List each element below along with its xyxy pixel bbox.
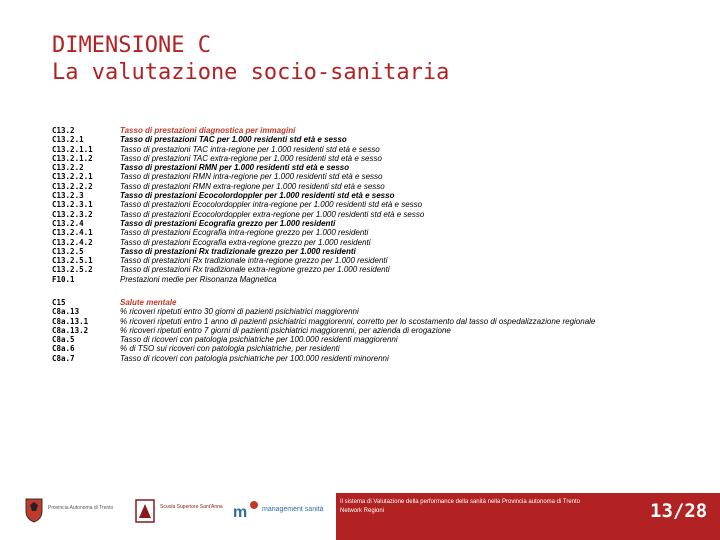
provincia-logo-text: Provincia Autonoma di Trento xyxy=(48,505,114,511)
indicator-code: C13.2.2 xyxy=(52,163,84,173)
indicator-row xyxy=(52,126,424,135)
indicator-code: C13.2.1.2 xyxy=(52,153,93,163)
indicator-code: F10.1 xyxy=(52,274,75,284)
indicator-code: C8a.13.1 xyxy=(52,316,89,326)
emblem-icon xyxy=(134,498,156,524)
indicator-row xyxy=(52,275,424,284)
indicator-description: Tasso di ricoveri con patologia psichiatriche per 100.000 residenti minorenni xyxy=(120,353,389,363)
indicator-description: Salute mentale xyxy=(120,298,177,307)
indicator-code: C13.2.5.2 xyxy=(52,265,93,275)
indicator-row xyxy=(52,154,424,163)
indicator-row xyxy=(52,317,595,326)
indicator-code: C13.2.5.1 xyxy=(52,256,93,266)
title-line-2: La valutazione socio-sanitaria xyxy=(52,60,450,85)
indicator-description: Tasso di prestazioni Ecografia grezzo per 1.000 residenti xyxy=(120,218,336,228)
santanna-logo xyxy=(134,498,224,526)
indicator-description: Tasso di prestazioni TAC intra-regione per 1.000 residenti std età e sesso xyxy=(120,144,380,154)
footer-band-line-2: Network Regioni xyxy=(340,508,385,514)
indicator-description: % ricoveri ripetuti entro 30 giorni di pazienti psichiatrici maggiorenni xyxy=(120,307,359,317)
page-number-text: 13/28 xyxy=(650,500,708,522)
coat-of-arms-icon xyxy=(24,497,44,523)
indicator-row xyxy=(52,354,595,363)
indicator-code: C13.2.3 xyxy=(52,191,84,201)
indicator-row xyxy=(52,247,424,256)
indicator-row xyxy=(52,191,424,200)
footer-band-text xyxy=(340,498,640,516)
indicator-code: C13.2.3.1 xyxy=(52,200,93,210)
indicator-description: Tasso di prestazioni Ecocolordoppler per 1.000 residenti std età e sesso xyxy=(120,191,395,201)
footer-band-line-1: Il sistema di Valutazione della performance della sanità nella Provincia autonoma di Trento xyxy=(340,499,581,505)
indicator-code: C8a.13 xyxy=(52,307,80,317)
indicator-row xyxy=(52,298,595,307)
indicator-row xyxy=(52,326,595,335)
indicator-description: Tasso di prestazioni Rx tradizionale grezzo per 1.000 residenti xyxy=(120,246,356,256)
indicator-description: Tasso di prestazioni Rx tradizionale extra-regione grezzo per 1.000 residenti xyxy=(120,265,390,275)
indicator-description: % ricoveri ripetuti entro 7 giorni di pazienti psichiatrici maggiorenni, per azienda di erogazione xyxy=(120,325,451,335)
indicator-description: Tasso di prestazioni RMN per 1.000 residenti std età e sesso xyxy=(120,163,350,173)
santanna-logo-text: Scuola Superiore Sant'Anna xyxy=(160,504,223,510)
indicator-row xyxy=(52,145,424,154)
indicator-code: C13.2.4.1 xyxy=(52,228,93,238)
indicator-code: C13.2.4.2 xyxy=(52,237,93,247)
indicator-row xyxy=(52,210,424,219)
indicator-row xyxy=(52,172,424,181)
indicator-description: Tasso di prestazioni TAC per 1.000 residenti std età e sesso xyxy=(120,135,347,145)
indicator-code: C13.2 xyxy=(52,126,75,135)
indicator-description: Tasso di prestazioni TAC extra-regione per 1.000 residenti std età e sesso xyxy=(120,153,382,163)
indicator-description: Prestazioni medie per Risonanza Magnetica xyxy=(120,274,277,284)
indicator-code: C13.2.4 xyxy=(52,218,84,228)
indicator-code: C8a.6 xyxy=(52,344,75,354)
page-number xyxy=(650,500,707,522)
page-title xyxy=(52,32,449,86)
indicator-row xyxy=(52,344,595,353)
indicator-code: C13.2.2.2 xyxy=(52,181,93,191)
indicator-row xyxy=(52,219,424,228)
indicator-code: C8a.7 xyxy=(52,353,75,363)
indicator-code: C13.2.2.1 xyxy=(52,172,93,182)
title-line-1: DIMENSIONE C xyxy=(52,33,211,58)
indicator-code: C13.2.5 xyxy=(52,246,84,256)
indicator-code: C13.2.1 xyxy=(52,135,84,145)
indicator-row xyxy=(52,135,424,144)
indicator-row xyxy=(52,163,424,172)
indicator-code: C8a.5 xyxy=(52,335,75,345)
indicator-code: C13.2.1.1 xyxy=(52,144,93,154)
svg-text:m: m xyxy=(233,504,248,521)
indicator-description: Tasso di ricoveri con patologia psichiatriche per 100.000 residenti maggiorenni xyxy=(120,335,398,345)
provincia-logo xyxy=(24,497,144,525)
indicator-row xyxy=(52,182,424,191)
ms-mark-icon xyxy=(232,497,260,525)
indicator-code: C13.2.3.2 xyxy=(52,209,93,219)
indicator-row xyxy=(52,335,595,344)
indicator-description: Tasso di prestazioni diagnostica per immagini xyxy=(120,126,296,135)
indicator-code: C8a.13.2 xyxy=(52,325,89,335)
indicator-description: Tasso di prestazioni RMN intra-regione per 1.000 residenti std età e sesso xyxy=(120,172,383,182)
indicator-description: Tasso di prestazioni RMN extra-regione per 1.000 residenti std età e sesso xyxy=(120,181,385,191)
indicator-row xyxy=(52,238,424,247)
indicator-description: Tasso di prestazioni Ecografia intra-regione grezzo per 1.000 residenti xyxy=(120,228,369,238)
indicator-description: Tasso di prestazioni Ecocolordoppler intra-regione per 1.000 residenti std età e sesso xyxy=(120,200,423,210)
indicator-row xyxy=(52,307,595,316)
indicator-description: % di TSO sui ricoveri con patologia psichiatriche, per residenti xyxy=(120,344,340,354)
indicator-list-diagnostica xyxy=(52,126,424,284)
indicator-row xyxy=(52,265,424,274)
management-sanita-logo xyxy=(232,497,332,527)
indicator-description: % ricoveri ripetuti entro 1 anno di pazienti psichiatrici maggiorenni, corretto per lo scostamento dal tasso di ospedalizzazione regionale xyxy=(120,316,596,326)
indicator-list-salute-mentale xyxy=(52,298,595,363)
indicator-description: Tasso di prestazioni Ecocolordoppler extra-regione per 1.000 residenti std età e sesso xyxy=(120,209,425,219)
indicator-row xyxy=(52,200,424,209)
indicator-code: C15 xyxy=(52,298,66,307)
indicator-row xyxy=(52,228,424,237)
management-sanita-text: management sanità xyxy=(262,506,324,513)
indicator-row xyxy=(52,256,424,265)
indicator-description: Tasso di prestazioni Rx tradizionale intra-regione grezzo per 1.000 residenti xyxy=(120,256,388,266)
indicator-description: Tasso di prestazioni Ecografia extra-regione grezzo per 1.000 residenti xyxy=(120,237,371,247)
